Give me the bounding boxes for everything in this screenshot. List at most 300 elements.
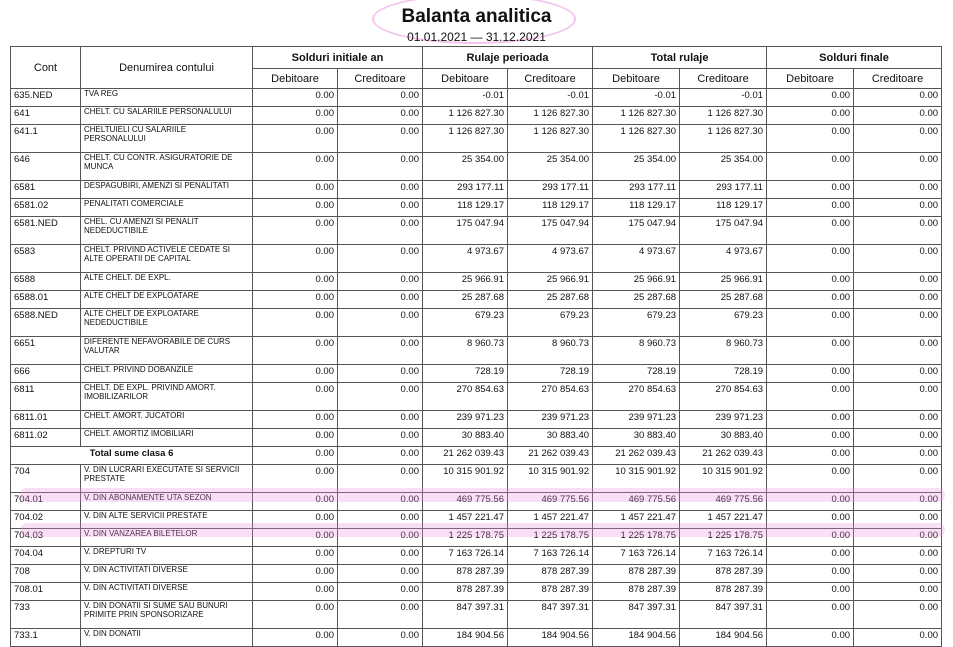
amount-cell: 4 973.67 [508,245,593,273]
amount-cell: 847 397.31 [593,601,680,629]
amount-cell: 0.00 [767,245,854,273]
amount-cell: 0.00 [338,429,423,447]
amount-cell: 239 971.23 [680,411,767,429]
table-row [11,383,942,411]
amount-cell: 1 457 221.47 [680,511,767,529]
amount-cell: 175 047.94 [508,217,593,245]
total-amount-cell: 0.00 [767,447,854,465]
total-amount-cell: 0.00 [854,447,942,465]
amount-cell: 30 883.40 [508,429,593,447]
amount-cell: 878 287.39 [593,565,680,583]
account-name: CHELTUIELI CU SALARIILE PERSONALULUI [81,125,253,153]
amount-cell: 0.00 [338,465,423,493]
account-code: 641 [11,107,81,125]
account-code: 6588.NED [11,309,81,337]
account-code: 666 [11,365,81,383]
amount-cell: 0.00 [253,429,338,447]
header-credit: Creditoare [680,69,767,89]
amount-cell: 0.00 [854,337,942,365]
account-name: CHELT. DE EXPL. PRIVIND AMORT. IMOBILIZARILOR [81,383,253,411]
amount-cell: 30 883.40 [680,429,767,447]
amount-cell: 1 126 827.30 [680,125,767,153]
header-denumire: Denumirea contului [81,47,253,89]
amount-cell: -0.01 [508,89,593,107]
account-code: 704.04 [11,547,81,565]
amount-cell: 0.00 [338,245,423,273]
amount-cell: 0.00 [338,199,423,217]
table-row [11,529,942,547]
account-name: DIFERENTE NEFAVORABILE DE CURS VALUTAR [81,337,253,365]
amount-cell: 0.00 [854,601,942,629]
amount-cell: 10 315 901.92 [680,465,767,493]
account-name: V. DIN ACTIVITATI DIVERSE [81,565,253,583]
amount-cell: 0.00 [767,547,854,565]
amount-cell: 469 775.56 [423,493,508,511]
amount-cell: 1 126 827.30 [508,107,593,125]
amount-cell: 0.00 [338,601,423,629]
amount-cell: 0.00 [854,511,942,529]
amount-cell: 118 129.17 [508,199,593,217]
amount-cell: 7 163 726.14 [508,547,593,565]
account-code: 704 [11,465,81,493]
account-code: 6588 [11,273,81,291]
amount-cell: 728.19 [423,365,508,383]
amount-cell: 8 960.73 [508,337,593,365]
amount-cell: 7 163 726.14 [680,547,767,565]
table-row [11,337,942,365]
amount-cell: 25 287.68 [508,291,593,309]
amount-cell: 679.23 [680,309,767,337]
amount-cell: 270 854.63 [508,383,593,411]
amount-cell: 30 883.40 [593,429,680,447]
header-credit: Creditoare [854,69,942,89]
amount-cell: 0.00 [253,493,338,511]
amount-cell: 0.00 [338,273,423,291]
amount-cell: 184 904.56 [508,629,593,647]
amount-cell: 0.00 [854,107,942,125]
amount-cell: 10 315 901.92 [423,465,508,493]
amount-cell: 1 126 827.30 [593,125,680,153]
amount-cell: 0.00 [854,565,942,583]
amount-cell: 0.00 [854,583,942,601]
account-code: 6581.NED [11,217,81,245]
account-name: TVA REG [81,89,253,107]
amount-cell: 118 129.17 [593,199,680,217]
amount-cell: 270 854.63 [593,383,680,411]
amount-cell: 1 126 827.30 [680,107,767,125]
amount-cell: 0.00 [767,181,854,199]
amount-cell: 0.00 [767,383,854,411]
account-name: CHELT. PRIVIND DOBANZILE [81,365,253,383]
amount-cell: 293 177.11 [593,181,680,199]
header-rulaje-perioada: Rulaje perioada [423,47,593,69]
account-name: V. DIN ACTIVITATI DIVERSE [81,583,253,601]
account-code: 708.01 [11,583,81,601]
account-name: V. DIN DONATII SI SUME SAU BUNURI PRIMITE PRIN SPONSORIZARE [81,601,253,629]
account-code: 641.1 [11,125,81,153]
account-name: V. DIN ALTE SERVICII PRESTATE [81,511,253,529]
amount-cell: 25 354.00 [423,153,508,181]
amount-cell: 728.19 [593,365,680,383]
amount-cell: 25 354.00 [680,153,767,181]
amount-cell: 0.00 [253,181,338,199]
amount-cell: 0.00 [854,411,942,429]
amount-cell: 8 960.73 [423,337,508,365]
amount-cell: 0.00 [767,411,854,429]
account-code: 708 [11,565,81,583]
amount-cell: 878 287.39 [508,565,593,583]
amount-cell: 175 047.94 [680,217,767,245]
account-code: 704.03 [11,529,81,547]
amount-cell: 1 225 178.75 [508,529,593,547]
amount-cell: 0.00 [338,107,423,125]
amount-cell: 0.00 [253,411,338,429]
amount-cell: 0.00 [767,125,854,153]
account-code: 635.NED [11,89,81,107]
amount-cell: 0.00 [854,547,942,565]
table-row [11,245,942,273]
amount-cell: 0.00 [767,629,854,647]
amount-cell: 1 457 221.47 [593,511,680,529]
amount-cell: 0.00 [253,547,338,565]
account-name: CHELT. PRIVIND ACTIVELE CEDATE SI ALTE OPERATII DE CAPITAL [81,245,253,273]
amount-cell: 0.00 [338,153,423,181]
amount-cell: 0.00 [767,529,854,547]
account-name: CHELT. AMORT. JUCATORI [81,411,253,429]
header-debit: Debitoare [593,69,680,89]
amount-cell: 878 287.39 [423,565,508,583]
amount-cell: 0.00 [253,217,338,245]
amount-cell: 0.00 [854,529,942,547]
amount-cell: 728.19 [508,365,593,383]
amount-cell: 0.00 [767,365,854,383]
amount-cell: 469 775.56 [680,493,767,511]
amount-cell: 1 225 178.75 [423,529,508,547]
total-amount-cell: 21 262 039.43 [423,447,508,465]
amount-cell: 0.00 [854,153,942,181]
amount-cell: 878 287.39 [423,583,508,601]
amount-cell: 0.00 [253,89,338,107]
amount-cell: 847 397.31 [680,601,767,629]
amount-cell: 0.00 [253,309,338,337]
account-name: DESPAGUBIRI, AMENZI SI PENALITATI [81,181,253,199]
account-code: 733.1 [11,629,81,647]
amount-cell: 0.00 [767,601,854,629]
amount-cell: 8 960.73 [680,337,767,365]
amount-cell: 25 354.00 [508,153,593,181]
amount-cell: 0.00 [854,629,942,647]
amount-cell: 0.00 [854,273,942,291]
header-debit: Debitoare [767,69,854,89]
table-row [11,493,942,511]
amount-cell: 0.00 [253,107,338,125]
amount-cell: 175 047.94 [593,217,680,245]
amount-cell: 0.00 [253,529,338,547]
amount-cell: 4 973.67 [423,245,508,273]
amount-cell: 0.00 [338,529,423,547]
amount-cell: 0.00 [338,383,423,411]
account-code: 6581.02 [11,199,81,217]
table-row [11,181,942,199]
account-code: 6588.01 [11,291,81,309]
amount-cell: -0.01 [593,89,680,107]
amount-cell: 0.00 [854,89,942,107]
amount-cell: 0.00 [338,547,423,565]
account-code: 6581 [11,181,81,199]
amount-cell: 0.00 [338,565,423,583]
amount-cell: 0.00 [338,511,423,529]
amount-cell: 0.00 [854,199,942,217]
amount-cell: 0.00 [767,493,854,511]
header-credit: Creditoare [508,69,593,89]
amount-cell: 0.00 [253,465,338,493]
account-code: 6811.01 [11,411,81,429]
account-name: V. DREPTURI TV [81,547,253,565]
table-row [11,411,942,429]
amount-cell: 293 177.11 [423,181,508,199]
table-row [11,217,942,245]
amount-cell: 878 287.39 [593,583,680,601]
total-amount-cell: 21 262 039.43 [508,447,593,465]
table-row [11,107,942,125]
amount-cell: 0.00 [854,383,942,411]
amount-cell: 0.00 [767,107,854,125]
amount-cell: 0.00 [253,565,338,583]
amount-cell: 4 973.67 [680,245,767,273]
amount-cell: 0.00 [767,429,854,447]
table-row [11,547,942,565]
amount-cell: 239 971.23 [423,411,508,429]
account-code: 6651 [11,337,81,365]
header-credit: Creditoare [338,69,423,89]
amount-cell: 25 966.91 [680,273,767,291]
account-code: 704.01 [11,493,81,511]
amount-cell: 1 225 178.75 [593,529,680,547]
amount-cell: 0.00 [854,181,942,199]
amount-cell: 7 163 726.14 [593,547,680,565]
amount-cell: 679.23 [593,309,680,337]
amount-cell: 0.00 [767,511,854,529]
amount-cell: 0.00 [338,217,423,245]
amount-cell: 0.00 [854,365,942,383]
header-cont: Cont [11,47,81,89]
table-row [11,465,942,493]
amount-cell: 847 397.31 [508,601,593,629]
header-total-rulaje: Total rulaje [593,47,767,69]
amount-cell: 0.00 [253,365,338,383]
amount-cell: 0.00 [338,309,423,337]
amount-cell: 25 966.91 [508,273,593,291]
amount-cell: 293 177.11 [680,181,767,199]
account-name: ALTE CHELT DE EXPLOATARE [81,291,253,309]
amount-cell: 0.00 [767,465,854,493]
amount-cell: 10 315 901.92 [508,465,593,493]
amount-cell: 0.00 [253,383,338,411]
amount-cell: 0.00 [338,365,423,383]
header-solduri-initiale: Solduri initiale an [253,47,423,69]
table-row [11,601,942,629]
table-row [11,89,942,107]
amount-cell: 1 457 221.47 [508,511,593,529]
amount-cell: 0.00 [253,601,338,629]
trial-balance-table [10,46,942,647]
amount-cell: 25 287.68 [680,291,767,309]
amount-cell: 7 163 726.14 [423,547,508,565]
amount-cell: 1 126 827.30 [508,125,593,153]
amount-cell: 1 126 827.30 [593,107,680,125]
account-name: CHELT. CU CONTR. ASIGURATORIE DE MUNCA [81,153,253,181]
amount-cell: 8 960.73 [593,337,680,365]
amount-cell: 0.00 [338,291,423,309]
table-row [11,125,942,153]
amount-cell: 0.00 [767,291,854,309]
amount-cell: 847 397.31 [423,601,508,629]
amount-cell: 679.23 [423,309,508,337]
amount-cell: 0.00 [767,153,854,181]
amount-cell: 0.00 [253,273,338,291]
amount-cell: 0.00 [854,245,942,273]
table-row [11,629,942,647]
amount-cell: 270 854.63 [680,383,767,411]
amount-cell: 878 287.39 [508,583,593,601]
header-debit: Debitoare [253,69,338,89]
amount-cell: 0.00 [253,511,338,529]
amount-cell: 239 971.23 [508,411,593,429]
amount-cell: 184 904.56 [680,629,767,647]
amount-cell: 469 775.56 [508,493,593,511]
amount-cell: 1 126 827.30 [423,125,508,153]
table-row [11,429,942,447]
amount-cell: 30 883.40 [423,429,508,447]
amount-cell: 184 904.56 [423,629,508,647]
amount-cell: -0.01 [680,89,767,107]
account-name: CHELT. CU SALARIILE PERSONALULUI [81,107,253,125]
amount-cell: 0.00 [767,565,854,583]
amount-cell: 0.00 [338,181,423,199]
amount-cell: 4 973.67 [593,245,680,273]
amount-cell: 25 354.00 [593,153,680,181]
amount-cell: 0.00 [253,125,338,153]
amount-cell: 0.00 [854,309,942,337]
account-name: V. DIN DONATII [81,629,253,647]
table-row [11,365,942,383]
amount-cell: -0.01 [423,89,508,107]
account-name: ALTE CHELT. DE EXPL. [81,273,253,291]
amount-cell: 293 177.11 [508,181,593,199]
header-debit: Debitoare [423,69,508,89]
amount-cell: 0.00 [338,125,423,153]
account-name: V. DIN VANZAREA BILETELOR [81,529,253,547]
account-code: 704.02 [11,511,81,529]
total-amount-cell: 0.00 [338,447,423,465]
account-name: CHELT. AMORTIZ IMOBILIARI [81,429,253,447]
table-row [11,291,942,309]
amount-cell: 118 129.17 [680,199,767,217]
table-row [11,273,942,291]
amount-cell: 0.00 [767,89,854,107]
amount-cell: 0.00 [253,629,338,647]
table-row [11,153,942,181]
table-row [11,565,942,583]
amount-cell: 0.00 [253,153,338,181]
amount-cell: 0.00 [854,429,942,447]
amount-cell: 0.00 [338,89,423,107]
amount-cell: 0.00 [253,583,338,601]
amount-cell: 0.00 [854,217,942,245]
amount-cell: 0.00 [767,199,854,217]
amount-cell: 0.00 [253,245,338,273]
amount-cell: 1 457 221.47 [423,511,508,529]
total-amount-cell: 21 262 039.43 [680,447,767,465]
amount-cell: 469 775.56 [593,493,680,511]
amount-cell: 25 287.68 [593,291,680,309]
account-code: 6811 [11,383,81,411]
table-row [11,199,942,217]
account-name: ALTE CHELT DE EXPLOATARE NEDEDUCTIBILE [81,309,253,337]
amount-cell: 878 287.39 [680,583,767,601]
amount-cell: 0.00 [767,273,854,291]
document-title: Balanta analitica [401,6,552,27]
account-name: PENALITATI COMERCIALE [81,199,253,217]
amount-cell: 679.23 [508,309,593,337]
account-code: 6583 [11,245,81,273]
amount-cell: 0.00 [854,125,942,153]
amount-cell: 878 287.39 [680,565,767,583]
account-code: 733 [11,601,81,629]
amount-cell: 0.00 [854,465,942,493]
amount-cell: 0.00 [338,583,423,601]
amount-cell: 0.00 [767,337,854,365]
amount-cell: 0.00 [338,411,423,429]
amount-cell: 1 225 178.75 [680,529,767,547]
amount-cell: 25 287.68 [423,291,508,309]
table-row [11,309,942,337]
amount-cell: 0.00 [767,217,854,245]
account-code: 646 [11,153,81,181]
amount-cell: 10 315 901.92 [593,465,680,493]
amount-cell: 0.00 [253,337,338,365]
total-amount-cell: 21 262 039.43 [593,447,680,465]
table-row [11,511,942,529]
amount-cell: 0.00 [253,199,338,217]
header-solduri-finale: Solduri finale [767,47,942,69]
total-amount-cell: 0.00 [253,447,338,465]
amount-cell: 0.00 [338,337,423,365]
amount-cell: 0.00 [338,493,423,511]
table-row [11,583,942,601]
account-code: 6811.02 [11,429,81,447]
account-name: V. DIN LUCRARI EXECUTATE SI SERVICII PRESTATE [81,465,253,493]
amount-cell: 0.00 [253,291,338,309]
amount-cell: 1 126 827.30 [423,107,508,125]
amount-cell: 25 966.91 [423,273,508,291]
account-name: CHEL. CU AMENZI SI PENALIT NEDEDUCTIBILE [81,217,253,245]
amount-cell: 0.00 [767,583,854,601]
total-label: Total sume clasa 6 [11,447,253,465]
amount-cell: 270 854.63 [423,383,508,411]
amount-cell: 0.00 [854,493,942,511]
amount-cell: 0.00 [338,629,423,647]
amount-cell: 239 971.23 [593,411,680,429]
amount-cell: 0.00 [854,291,942,309]
amount-cell: 0.00 [767,309,854,337]
amount-cell: 25 966.91 [593,273,680,291]
amount-cell: 728.19 [680,365,767,383]
period-range: 01.01.2021 — 31.12.2021 [407,30,546,44]
amount-cell: 118 129.17 [423,199,508,217]
total-row-class-6 [11,447,942,465]
amount-cell: 184 904.56 [593,629,680,647]
